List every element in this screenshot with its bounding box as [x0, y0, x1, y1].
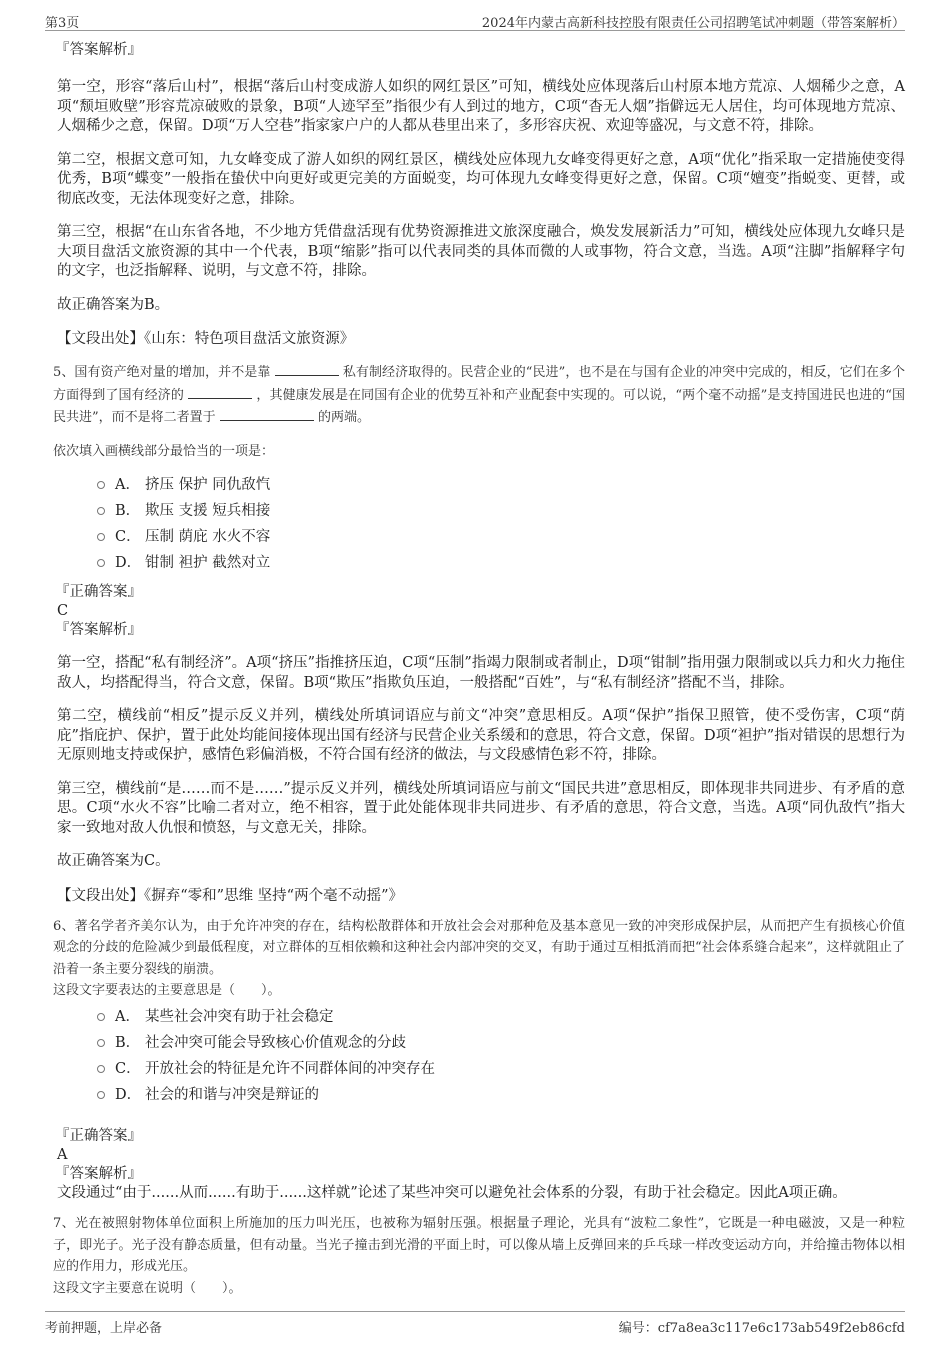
option-letter: C．: [115, 1060, 141, 1077]
radio-icon[interactable]: [97, 481, 105, 489]
page-number: 第3页: [45, 16, 80, 31]
option-c[interactable]: [57, 1056, 905, 1082]
analysis-label: 『答案解析』: [55, 622, 142, 638]
option-letter: D．: [115, 1086, 142, 1103]
option-letter: C．: [115, 529, 141, 545]
option-text: 挤压 保护 同仇敌忾: [145, 477, 271, 493]
option-letter: A．: [115, 477, 140, 493]
blank-line: [275, 361, 339, 376]
question-4-analysis: [57, 40, 905, 349]
question-6: [53, 916, 905, 1204]
radio-icon[interactable]: [97, 1039, 105, 1047]
option-text: 压制 荫庇 水火不容: [145, 529, 271, 545]
option-a[interactable]: [57, 1004, 905, 1030]
question-prompt: 这段文字主要意在说明（ ）。: [53, 1280, 242, 1296]
option-d[interactable]: [57, 1082, 905, 1108]
stem-text: 5、国有资产绝对量的增加，并不是靠: [53, 365, 271, 380]
question-stem: 6、著名学者齐美尔认为，由于允许冲突的存在，结构松散群体和开放社会会对那种危及基本意见一致的冲突形成保护层，从而把产生有损核心价值观念的分歧的危险减少到最低程度，对立群体的互相依赖和这种社会内部冲突的交叉，有助于通过互相抵消而把“社会体系缝合起来”，这样就阻止了沿着一条主要分裂线的崩溃。: [53, 918, 905, 977]
conclusion: 故正确答案为C。: [57, 853, 170, 869]
question-prompt: 这段文字要表达的主要意思是（ ）。: [53, 983, 281, 998]
option-a[interactable]: [57, 472, 905, 498]
radio-icon[interactable]: [97, 1091, 105, 1099]
page-footer: [45, 1311, 905, 1338]
radio-icon[interactable]: [97, 1065, 105, 1073]
question-prompt: 依次填入画横线部分最恰当的一项是：: [53, 443, 275, 459]
options-list: [57, 1004, 905, 1108]
conclusion: 故正确答案为B。: [57, 296, 170, 313]
option-text: 社会的和谐与冲突是辩证的: [145, 1086, 319, 1103]
option-b[interactable]: [57, 1030, 905, 1056]
analysis-label: 『答案解析』: [55, 1165, 142, 1182]
question-stem: [53, 361, 905, 429]
blank-line: [220, 406, 314, 421]
radio-icon[interactable]: [97, 559, 105, 567]
option-letter: B．: [115, 1034, 141, 1051]
answer-label: 『正确答案』: [55, 584, 142, 600]
option-c[interactable]: [57, 524, 905, 550]
radio-icon[interactable]: [97, 507, 105, 515]
stem-text: 的两端。: [317, 410, 370, 425]
analysis-paragraph: 第二空，横线前“相反”提示反义并列，横线处所填词语应与前文“冲突”意思相反。A项“保护”指保卫照管，使不受伤害，C项“荫庇”指庇护、保护，置于此处均能间接体现出国有经济与民营企业关系缓和的意思，符合文意，保留。D项“袒护”指对错误的思想行为无原则地支持或保护，感情色彩偏消极，不符合国有经济的做法，与文段感情色彩不符，排除。: [57, 708, 905, 763]
source-citation: 【文段出处】《山东：特色项目盘活文旅资源》: [57, 331, 355, 347]
question-7: [53, 1213, 905, 1299]
page-content: [53, 40, 905, 1299]
options-list: [57, 472, 905, 576]
answer-label: 『正确答案』: [55, 1127, 142, 1144]
analysis-label: 『答案解析』: [55, 42, 142, 58]
analysis-paragraph: 文段通过“由于......从而......有助于......这样就”论述了某些冲突可以避免社会体系的分裂，有助于社会稳定。因此A项正确。: [57, 1184, 847, 1201]
option-letter: D．: [115, 555, 142, 571]
option-letter: A．: [115, 1008, 140, 1025]
answer-value: A: [57, 1146, 68, 1163]
radio-icon[interactable]: [97, 533, 105, 541]
option-b[interactable]: [57, 498, 905, 524]
option-text: 社会冲突可能会导致核心价值观念的分歧: [145, 1034, 406, 1051]
stem-text: ，其健康发展是在同国有企业的优势互补和产业配套中实现的。可以说，“两个毫不动摇”是支持国进民也进的“国民共进”，而不是将二者置于: [53, 387, 905, 425]
option-text: 钳制 袒护 截然对立: [145, 555, 271, 571]
option-letter: B．: [115, 503, 141, 519]
option-text: 开放社会的特征是允许不同群体间的冲突存在: [145, 1060, 435, 1077]
option-text: 某些社会冲突有助于社会稳定: [145, 1008, 334, 1025]
analysis-paragraph: 第二空，根据文意可知，九女峰变成了游人如织的网红景区，横线处应体现九女峰变得更好之意，A项“优化”指采取一定措施使变得优秀，B项“蝶变”一般指在蛰伏中向更好或更完美的方面蜕变，均可体现九女峰变得更好之意，保留。C项“嬗变”指蜕变、更替，或彻底改变，无法体现变好之意，排除。: [57, 151, 905, 207]
page-header: [45, 8, 905, 31]
blank-line: [188, 384, 252, 399]
document-code: 编号：cf7a8ea3c117e6c173ab549f2eb86cfd: [618, 1321, 905, 1336]
stem-text: 私有制经济取得的。民营企业的“民进”，也不是在与国有企业的冲突中完成的，相反，它们在多个方面得到了国有经济的: [53, 365, 905, 403]
option-d[interactable]: [57, 550, 905, 576]
document-title: 2024年内蒙古高新科技控股有限责任公司招聘笔试冲刺题（带答案解析）: [481, 16, 905, 31]
option-text: 欺压 支援 短兵相接: [145, 503, 271, 519]
analysis-paragraph: 第三空，根据“在山东省各地，不少地方凭借盘活现有优势资源推进文旅深度融合，焕发发展新活力”可知，横线处应体现九女峰只是大项目盘活文旅资源的其中一个代表，B项“缩影”指可以代表同类的具体而微的人或事物，符合文意，当选。A项“注脚”指解释字句的文字，也泛指解释、说明，与文意不符，排除。: [57, 224, 905, 279]
radio-icon[interactable]: [97, 1013, 105, 1021]
analysis-paragraph: 第一空，形容“落后山村”，根据“落后山村变成游人如织的网红景区”可知，横线处应体现落后山村原本地方荒凉、人烟稀少之意，A项“颓垣败壁”形容荒凉破败的景象，B项“人迹罕至”指很少有人到过的地方，C项“杳无人烟”指僻远无人居住，均可体现地方荒凉、人烟稀少之意，保留。D项“万人空巷”指家家户户的人都从巷里出来了，多形容庆祝、欢迎等盛况，与文意不符，排除。: [57, 79, 905, 134]
analysis-paragraph: 第一空，搭配“私有制经济”。A项“挤压”指推挤压迫，C项“压制”指竭力限制或者制止，D项“钳制”指用强力限制或以兵力和火力拖住敌人，均搭配得当，符合文意，保留。B项“欺压”指欺负压迫，一般搭配“百姓”，与“私有制经济”搭配不当，排除。: [57, 655, 905, 691]
source-citation: 【文段出处】《摒弃“零和”思维 坚持“两个毫不动摇”》: [57, 887, 404, 904]
question-stem: 7、光在被照射物体单位面积上所施加的压力叫光压，也被称为辐射压强。根据量子理论，光具有“波粒二象性”，它既是一种电磁波，又是一种粒子，即光子。光子没有静态质量，但有动量。当光子撞击到光滑的平面上时，可以像从墙上反弹回来的乒乓球一样改变运动方向，并给撞击物体以相应的作用力，形成光压。: [53, 1216, 905, 1274]
footer-slogan: 考前押题，上岸必备: [45, 1321, 163, 1336]
answer-value: C: [57, 603, 69, 619]
analysis-paragraph: 第三空，横线前“是……而不是……”提示反义并列，横线处所填词语应与前文“国民共进”意思相反，即体现非共同进步、有矛盾的意思。C项“水火不容”比喻二者对立，绝不相容，置于此处能体现非共同进步、有矛盾的意思，符合文意，当选。A项“同仇敌忾”指大家一致地对敌人仇恨和愤怒，与文意无关，排除。: [57, 780, 905, 836]
question-5: [53, 361, 905, 906]
